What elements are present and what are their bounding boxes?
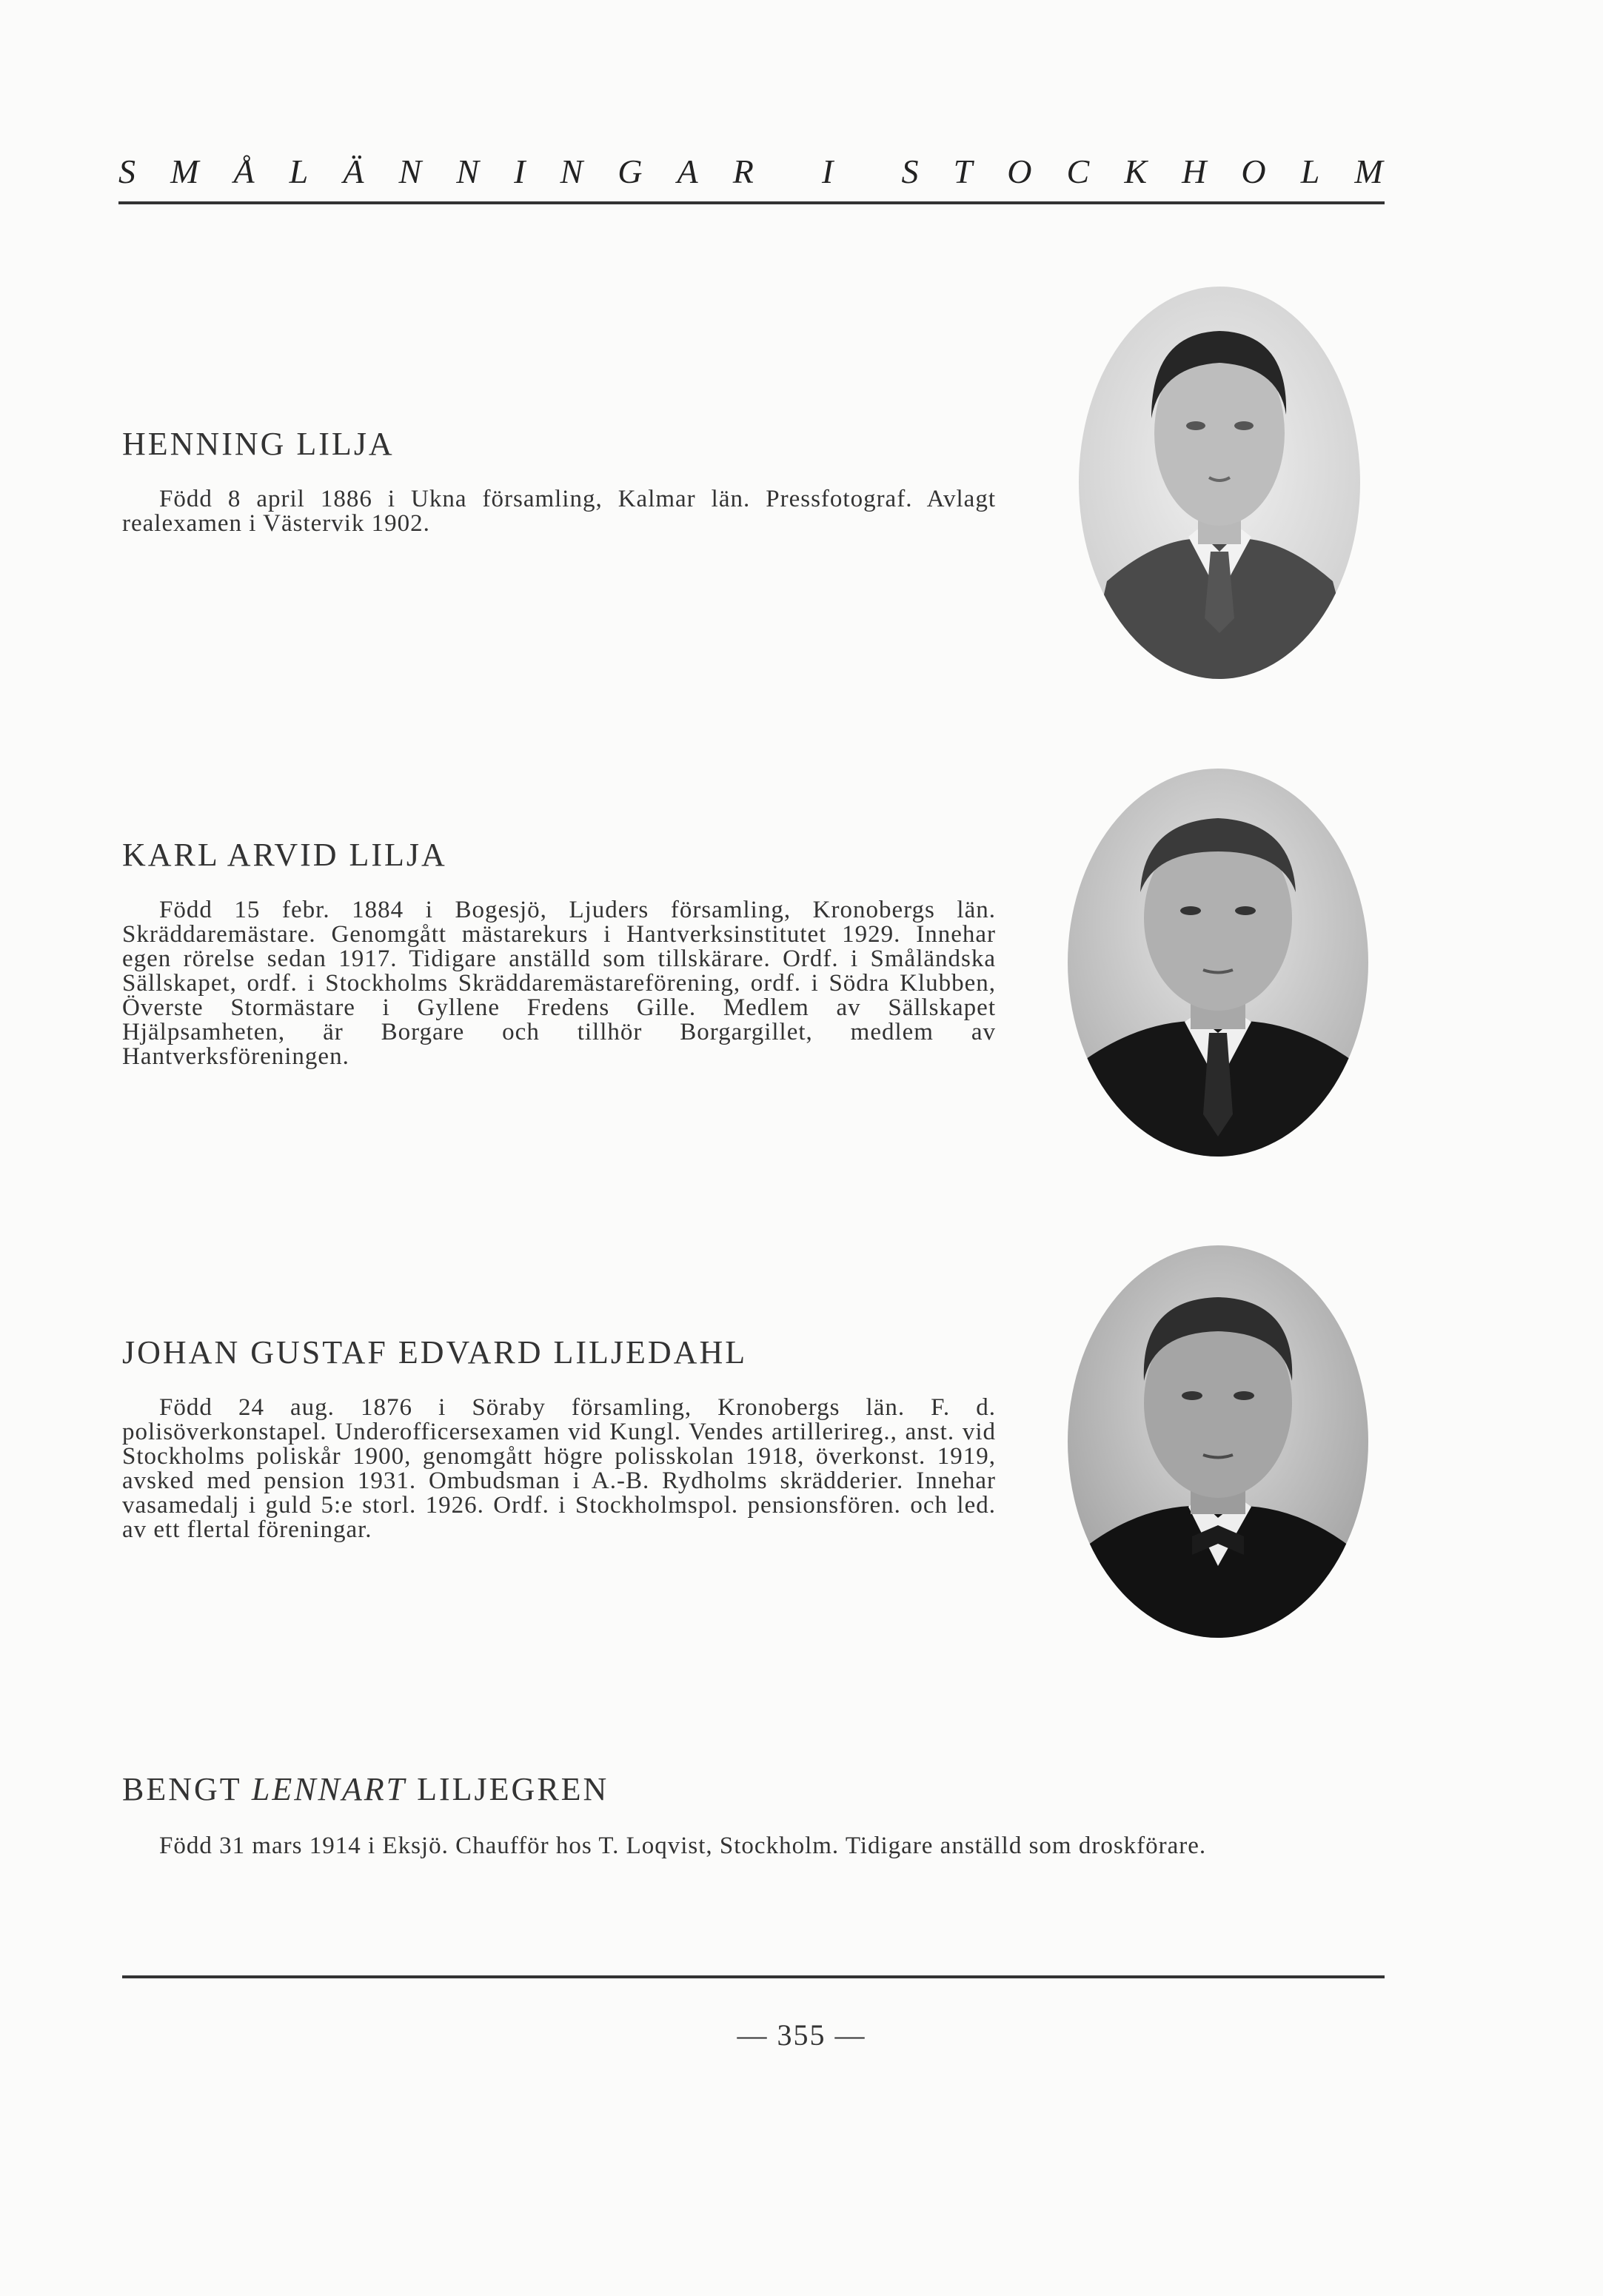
entry-name: [122, 1773, 1385, 1806]
entry-biography: Född 31 mars 1914 i Eksjö. Chaufför hos T. Loqvist, Stockholm. Tidigare anställd som droskförare.: [159, 1833, 1207, 1859]
running-head-letter: I: [514, 153, 527, 190]
running-head-letter: N: [398, 153, 424, 190]
running-head-letter: T: [953, 153, 974, 190]
running-head: [118, 152, 1385, 191]
running-head-letter: C: [1066, 153, 1091, 190]
entry-biography: Född 15 febr. 1884 i Bogesjö, Ljuders församling, Kronobergs län. Skräddaremästare. Genomgått mästarekurs i Hantverksinstitutet 1929. Innehar egen rörelse sedan 1917. Tidigare anställd som tillskärare. Ordf. i Småländska Sällskapet, ordf. i Stockholms Skräddaremästareförening, ordf. i Södra Klubben, Överste Stormästare i Gyllene Fredens Gille. Medlem av Sällskapet Hjälpsamheten, är Borgare och tillhör Borgargillet, medlem av Hantverksföreningen.: [122, 897, 996, 1070]
portrait-photo: [1066, 1244, 1370, 1640]
entry-name: KARL ARVID LILJA: [122, 837, 447, 873]
entry-bengt-lennart-liljegren: [122, 1773, 1385, 1858]
running-head-letter: R: [732, 153, 755, 190]
running-head-letter: I: [822, 153, 835, 190]
running-head-letter: G: [618, 153, 644, 190]
entry-henning-lilja: [122, 428, 996, 536]
running-head-letter: N: [560, 153, 585, 190]
running-head-letter: K: [1124, 153, 1148, 190]
entry-biography: Född 8 april 1886 i Ukna församling, Kalmar län. Pressfotograf. Avlagt realexamen i Västervik 1902.: [122, 486, 996, 537]
name-middle: LENNART: [251, 1771, 407, 1807]
running-head-letter: O: [1241, 153, 1268, 190]
portrait-photo: [1077, 285, 1362, 681]
running-head-letter: L: [289, 153, 310, 190]
portrait-photo: [1066, 766, 1370, 1159]
entry-karl-arvid-lilja: [122, 839, 996, 1069]
running-head-letter: M: [1354, 153, 1385, 190]
running-head-letter: M: [170, 153, 201, 190]
entry-johan-gustaf-edvard-liljedahl: [122, 1336, 996, 1542]
running-head-letter: O: [1007, 153, 1034, 190]
name-last: LILJEGREN: [417, 1771, 609, 1807]
entry-biography: Född 24 aug. 1876 i Söraby församling, Kronobergs län. F. d. polisöverkonstapel. Underofficersexamen vid Kungl. Vendes artillerireg., anst. vid Stockholms poliskår 1900, genomgått högre polisskolan 1918, överkonst. 1919, avsked med pension 1931. Ombudsman i A.-B. Rydholms skrädderier. Innehar vasamedalj i guld 5:e storl. 1926. Ordf. i Stockholmspol. pensionsfören. och led. av ett flertal föreningar.: [122, 1394, 996, 1543]
running-head-letter: S: [901, 153, 920, 190]
running-head-letter: H: [1182, 153, 1208, 190]
running-head-letter: L: [1300, 153, 1322, 190]
footer-rule: [122, 1975, 1385, 1978]
running-head-letter: N: [456, 153, 481, 190]
header-rule: [118, 201, 1385, 204]
running-head-letter: S: [118, 153, 137, 190]
running-head-letter: Å: [233, 153, 256, 190]
entry-name: HENNING LILJA: [122, 426, 395, 462]
page-number: — 355 —: [737, 2018, 866, 2052]
running-head-letter: A: [677, 153, 700, 190]
running-head-letter: Ä: [343, 153, 366, 190]
entry-name: JOHAN GUSTAF EDVARD LILJEDAHL: [122, 1334, 748, 1370]
name-first: BENGT: [122, 1771, 241, 1807]
